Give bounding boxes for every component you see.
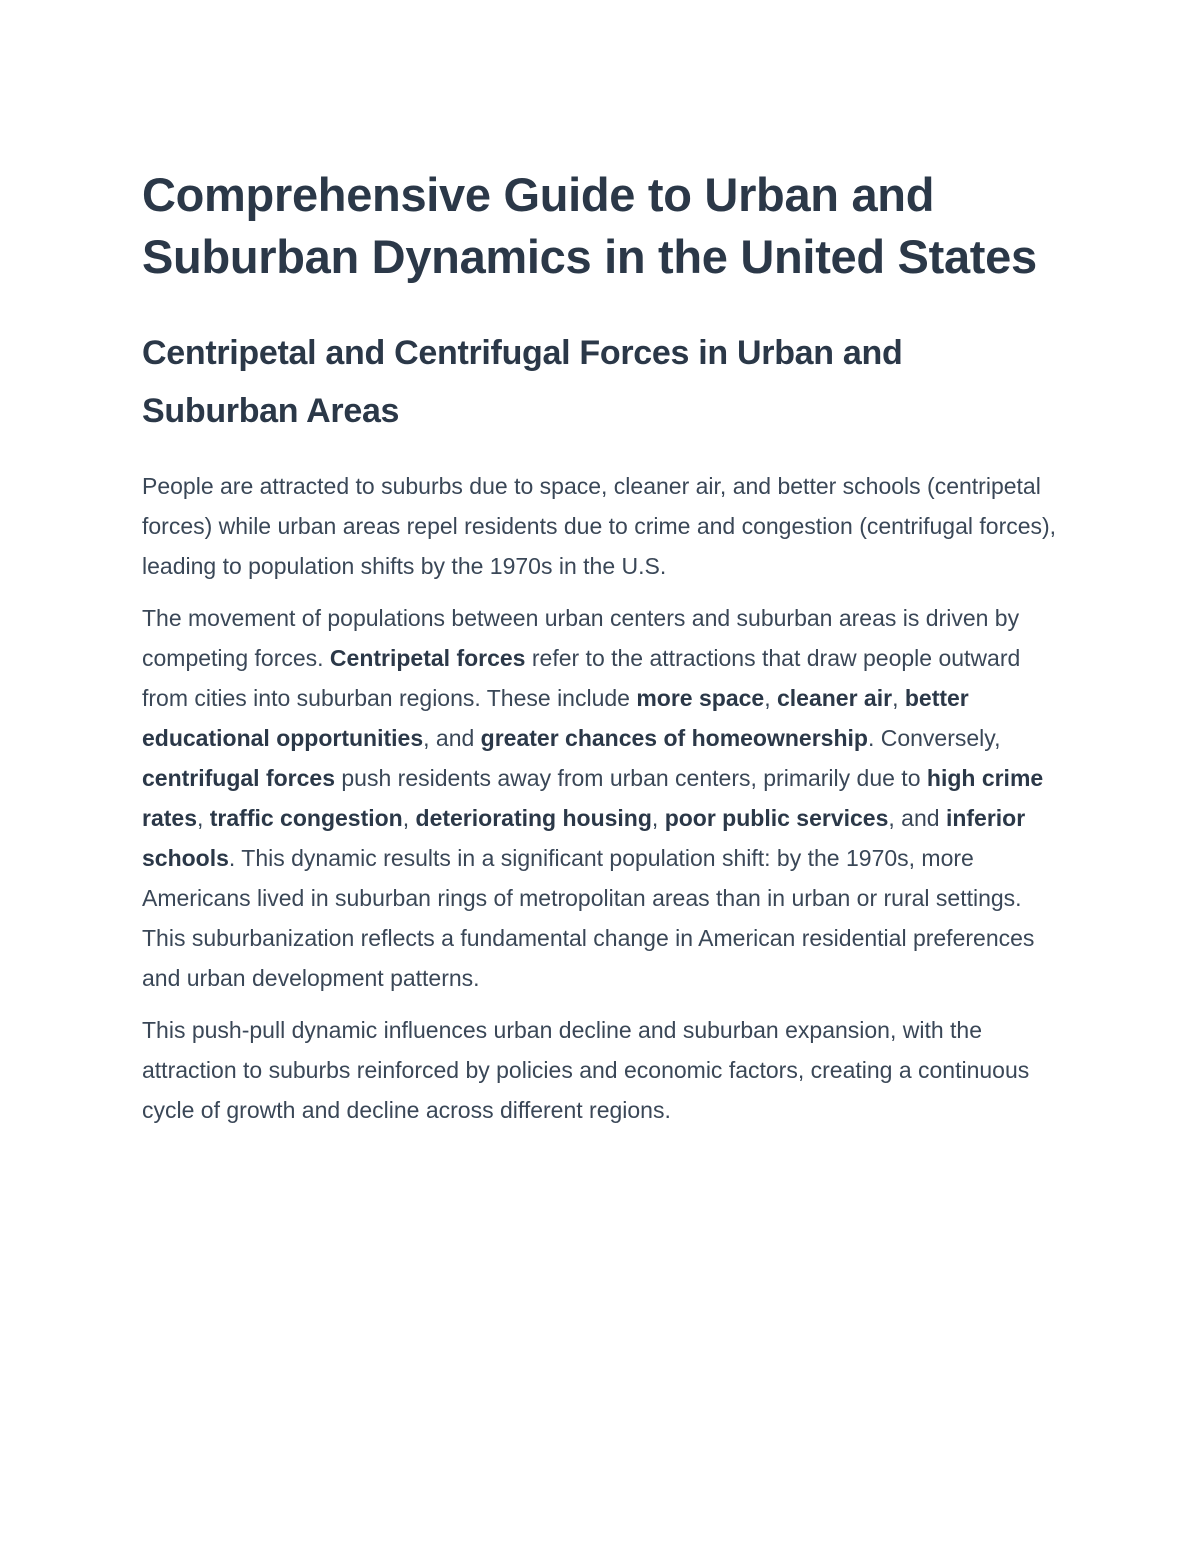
text-run: . Conversely,	[867, 725, 1001, 751]
bold-term: traffic congestion	[209, 805, 403, 831]
text-run: , and	[423, 725, 481, 751]
bold-term: deteriorating housing	[415, 805, 652, 831]
text-run: ,	[651, 805, 665, 831]
text-run: push residents away from urban centers, primarily due to	[335, 765, 927, 791]
bold-term: inferior schools	[142, 805, 1026, 871]
document-page	[142, 164, 1062, 1130]
bold-term: more space	[636, 685, 765, 711]
section-heading: Centripetal and Centrifugal Forces in Urban and Suburban Areas	[142, 334, 903, 430]
text-run: refer to the attractions that draw people outward from cities into suburban regions. These include	[142, 645, 1021, 711]
text-run: ,	[402, 805, 416, 831]
bold-term: poor public services	[664, 805, 889, 831]
text-run: ,	[892, 685, 905, 711]
document-title: Comprehensive Guide to Urban and Suburban Dynamics in the United States	[142, 168, 1037, 283]
text-run: ,	[764, 685, 777, 711]
bold-term: centrifugal forces	[142, 765, 335, 791]
body-paragraph	[142, 598, 1062, 998]
bold-term: high crime rates	[142, 765, 1044, 831]
bold-term: greater chances of homeownership	[480, 725, 868, 751]
closing-paragraph: This push-pull dynamic influences urban decline and suburban expansion, with the attraction to suburbs reinforced by policies and economic factors, creating a continuous cycle of growth and decline across different regions.	[142, 1017, 1030, 1123]
text-run: , and	[888, 805, 946, 831]
text-run: The movement of populations between urban centers and suburban areas is driven by competing forces.	[142, 605, 1020, 671]
text-run: ,	[196, 805, 210, 831]
bold-term: better educational opportunities	[142, 685, 969, 751]
bold-term: cleaner air	[776, 685, 893, 711]
text-run: . This dynamic results in a significant population shift: by the 1970s, more Americans lived in suburban rings of metropolitan areas than in urban or rural settings. This suburbanization reflects a fundamental change in American residential preferences and urban development patterns.	[142, 845, 1035, 991]
summary-paragraph: People are attracted to suburbs due to space, cleaner air, and better schools (centripetal forces) while urban areas repel residents due to crime and congestion (centrifugal forces), leading to population shifts by the 1970s in the U.S.	[142, 473, 1057, 579]
bold-term: Centripetal forces	[329, 645, 526, 671]
